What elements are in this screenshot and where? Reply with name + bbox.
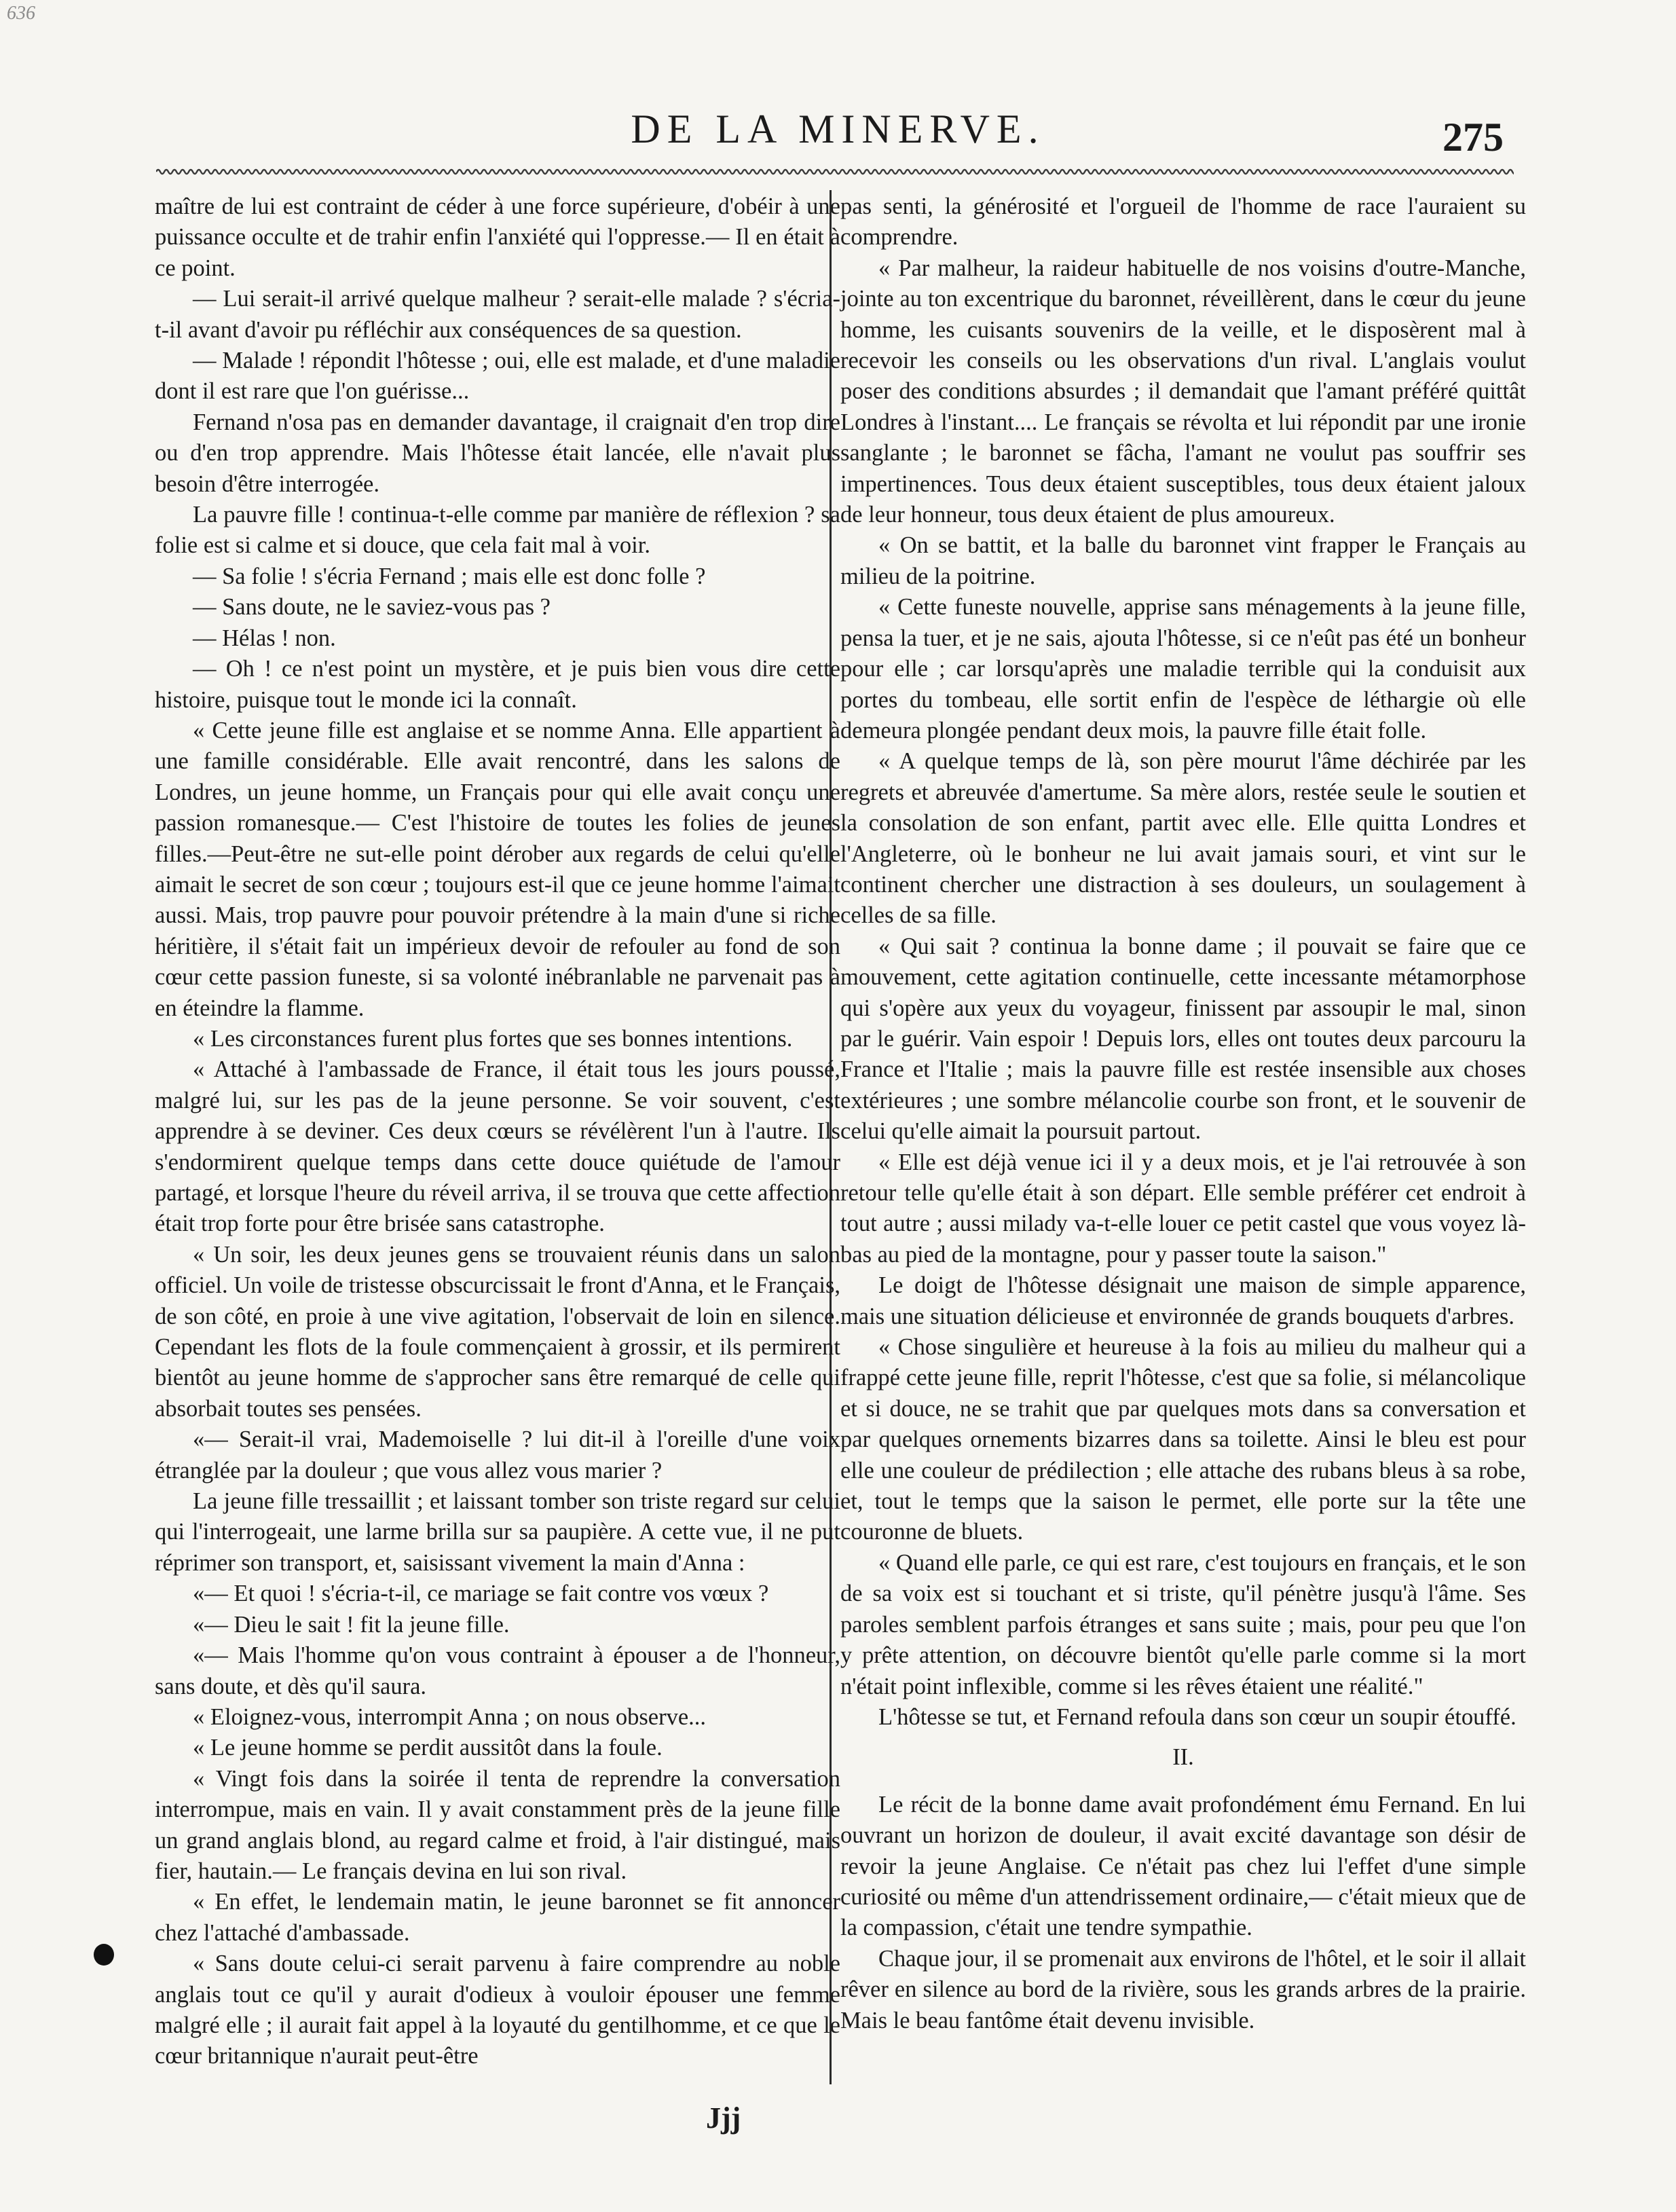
paragraph: « Sans doute celui-ci serait parvenu à faire comprendre au noble anglais tout ce qu'il y aurait d'odieux à vouloir épouser une femme malgré elle ; il aurait fait appel à la loyauté du gentilhomme, et ce que le cœur britannique n'aurait peut-être (155, 1951, 840, 2069)
paragraph: La jeune fille tressaillit ; et laissant tomber son triste regard sur celui qui l'interrogeait, une larme brilla sur sa paupière. A cette vue, il ne put réprimer son transport, et, saisissant vivement la main d'Anna : (155, 1488, 840, 1576)
header-wavy-rule (156, 167, 1514, 177)
paragraph: Le récit de la bonne dame avait profondément ému Fernand. En lui ouvrant un horizon de douleur, il avait excité davantage son désir de revoir la jeune Anglaise. Ce n'était pas chez lui l'effet d'une simple curiosité ou même d'un attendrissement ordinaire,— c'était mieux que de la compassion, c'était une tendre sympathie. (840, 1791, 1526, 1941)
paragraph: « Les circonstances furent plus fortes que ses bonnes intentions. (193, 1025, 793, 1052)
paragraph: Le doigt de l'hôtesse désignait une maison de simple apparence, mais une situation délicieuse et environnée de grands bouquets d'arbres. (840, 1272, 1526, 1329)
paragraph: « Cette jeune fille est anglaise et se nomme Anna. Elle appartient à une famille considérable. Elle avait rencontré, dans les salons de Londres, un jeune homme, un Français pour qui elle avait conçu une passion romanesque.— C'est l'histoire de toutes les folies de jeunes filles.—Peut-être ne sut-elle point dérober aux regards de celui qu'elle aimait le secret de son cœur ; toujours est-il que ce jeune homme l'aimait aussi. Mais, trop pauvre pour pouvoir prétendre à la main d'une si riche héritière, il s'était fait un impérieux devoir de refouler au fond de son cœur cette passion funeste, si sa volonté inébranlable ne parvenait pas à en éteindre la flamme. (155, 717, 840, 1021)
paragraph: Fernand n'osa pas en demander davantage, il craignait d'en trop dire ou d'en trop apprendre. Mais l'hôtesse était lancée, elle n'avait plus besoin d'être interrogée. (155, 409, 840, 497)
right-column (840, 191, 1526, 2036)
paragraph: « Cette funeste nouvelle, apprise sans ménagements à la jeune fille, pensa la tuer, et je ne sais, ajouta l'hôtesse, si ce n'eût pas été un bonheur pour elle ; car lorsqu'après une maladie terrible qui la conduisit aux portes du tombeau, elle sortit enfin de l'espèce de léthargie où elle demeura plongée pendant deux mois, la pauvre fille était folle. (840, 594, 1526, 743)
left-column (155, 191, 840, 2072)
paragraph: — Sa folie ! s'écria Fernand ; mais elle est donc folle ? (193, 563, 706, 589)
paragraph: « Un soir, les deux jeunes gens se trouvaient réunis dans un salon officiel. Un voile de tristesse obscurcissait le front d'Anna, et le Français, de son côté, en proie à une vive agitation, l'observait de loin en silence. Cependant les flots de la foule commençaient à grossir, et ils permirent bientôt au jeune homme de s'approcher sans être remarqué de celle qui absorbait toutes ses pensées. (155, 1241, 840, 1422)
ink-blot (94, 1944, 114, 1966)
section-number: II. (1172, 1744, 1194, 1771)
paragraph: Chaque jour, il se promenait aux environs de l'hôtel, et le soir il allait rêver en silence au bord de la rivière, sous les grands arbres de la prairie. Mais le beau fantôme était devenu invisible. (840, 1945, 1526, 2033)
paragraph: — Lui serait-il arrivé quelque malheur ? serait-elle malade ? s'écria-t-il avant d'avoir pu réfléchir aux conséquences de sa question. (155, 286, 840, 343)
paragraph: « A quelque temps de là, son père mourut l'âme déchirée par les regrets et abreuvée d'amertume. Sa mère alors, restée seule le soutien et la consolation de son enfant, partit avec elle. Elle quitta Londres et l'Angleterre, où le bonheur ne lui avait jamais souri, et vint sur le continent chercher une distraction à ses douleurs, un soulagement à celles de sa fille. (840, 748, 1526, 929)
paragraph: « Attaché à l'ambassade de France, il était tous les jours poussé, malgré lui, sur les pas de la jeune personne. Se voir souvent, c'est apprendre à se deviner. Ces deux cœurs se révélèrent l'un à l'autre. Ils s'endormirent quelque temps dans cette douce quiétude de l'amour partagé, et lorsque l'heure du réveil arriva, il se trouva que cette affection était trop forte pour être brisée sans catastrophe. (155, 1056, 840, 1237)
paragraph: « Chose singulière et heureuse à la fois au milieu du malheur qui a frappé cette jeune fille, reprit l'hôtesse, c'est que sa folie, si mélancolique et si douce, ne se trahit que par quelques mots dans sa conversation et par quelques ornements bizarres dans sa toilette. Ainsi le bleu est pour elle une couleur de prédilection ; elle attache des rubans bleus à sa robe, et, tout le temps que la saison le permet, elle porte sur la tête une couronne de bluets. (840, 1334, 1526, 1545)
paragraph: « Vingt fois dans la soirée il tenta de reprendre la conversation interrompue, mais en vain. Il y avait constamment près de la jeune fille un grand anglais blond, au regard calme et froid, à l'air distingué, mais fier, hautain.— Le français devina en lui son rival. (155, 1765, 840, 1884)
paragraph: « Le jeune homme se perdit aussitôt dans la foule. (193, 1735, 663, 1761)
running-title: DE LA MINERVE. (631, 107, 1045, 151)
paragraph: « En effet, le lendemain matin, le jeune baronnet se fit annoncer chez l'attaché d'ambassade. (155, 1889, 840, 1946)
paragraph: — Oh ! ce n'est point un mystère, et je puis bien vous dire cette histoire, puisque tout le monde ici la connaît. (155, 656, 840, 713)
paragraph: — Hélas ! non. (193, 625, 336, 651)
paragraph: «— Mais l'homme qu'on vous contraint à épouser a de l'honneur, sans doute, et dès qu'il saura. (155, 1642, 840, 1699)
paragraph: maître de lui est contraint de céder à une force supérieure, d'obéir à une puissance occulte et de trahir enfin l'anxiété qui l'oppresse.— Il en était à ce point. (155, 193, 840, 281)
paragraph: La pauvre fille ! continua-t-elle comme par manière de réflexion ? sa folie est si calme et si douce, que cela fait mal à voir. (155, 502, 840, 559)
paragraph: « Elle est déjà venue ici il y a deux mois, et je l'ai retrouvée à son retour telle qu'elle était à son départ. Elle semble préférer cet endroit à tout autre ; aussi milady va-t-elle louer ce petit castel que vous voyez là-bas au pied de la montagne, pour y passer toute la saison." (840, 1149, 1526, 1268)
paragraph: «— Dieu le sait ! fit la jeune fille. (193, 1611, 510, 1638)
paragraph: — Malade ! répondit l'hôtesse ; oui, elle est malade, et d'une maladie dont il est rare que l'on guérisse... (155, 348, 840, 405)
paragraph: «— Serait-il vrai, Mademoiselle ? lui dit-il à l'oreille d'une voix étranglée par la douleur ; que vous allez vous marier ? (155, 1426, 840, 1483)
paragraph: «— Et quoi ! s'écria-t-il, ce mariage se fait contre vos vœux ? (193, 1581, 769, 1607)
paragraph: pas senti, la générosité et l'orgueil de l'homme de race l'auraient su comprendre. (840, 193, 1526, 251)
printer-signature-mark: Jjj (706, 2101, 741, 2135)
paragraph: « On se battit, et la balle du baronnet vint frapper le Français au milieu de la poitrine. (840, 532, 1526, 589)
paragraph: « Qui sait ? continua la bonne dame ; il pouvait se faire que ce mouvement, cette agitation continuelle, cette incessante métamorphose qui s'opère aux yeux du voyageur, finissent par assoupir le mal, sinon par le guérir. Vain espoir ! Depuis lors, elles ont toutes deux parcouru la France et l'Italie ; mais la pauvre fille est restée insensible aux choses extérieures ; une sombre mélancolie courbe son front, et le souvenir de celui qu'elle aimait la poursuit partout. (840, 933, 1526, 1145)
paragraph: — Sans doute, ne le saviez-vous pas ? (193, 594, 551, 621)
page-number: 275 (1442, 115, 1504, 160)
paragraph: « Eloignez-vous, interrompit Anna ; on nous observe... (193, 1703, 707, 1730)
paragraph: « Quand elle parle, ce qui est rare, c'est toujours en français, et le son de sa voix est si touchant et si triste, qu'il pénètre jusqu'à l'âme. Ses paroles semblent parfois étranges et sans suite ; mais, pour peu que l'on y prête attention, on découvre bientôt qu'elle parle comme si la mort n'était point inflexible, comme si les rêves étaient une réalité." (840, 1549, 1526, 1699)
paragraph: L'hôtesse se tut, et Fernand refoula dans son cœur un soupir étouffé. (878, 1703, 1516, 1730)
corner-annotation: 636 (7, 3, 35, 24)
paragraph: « Par malheur, la raideur habituelle de nos voisins d'outre-Manche, jointe au ton excentrique du baronnet, réveillèrent, dans le cœur du jeune homme, les cuisants souvenirs de la veille, et le disposèrent mal à recevoir les conseils ou les observations d'un rival. L'anglais voulut poser des conditions absurdes ; il demandait que l'amant préféré quittât Londres à l'instant.... Le français se révolta et lui répondit par une ironie sanglante ; le baronnet se fâcha, l'amant ne voulut pas souffrir ses impertinences. Tous deux étaient susceptibles, tous deux étaient jaloux de leur honneur, tous deux étaient de plus amoureux. (840, 255, 1526, 528)
